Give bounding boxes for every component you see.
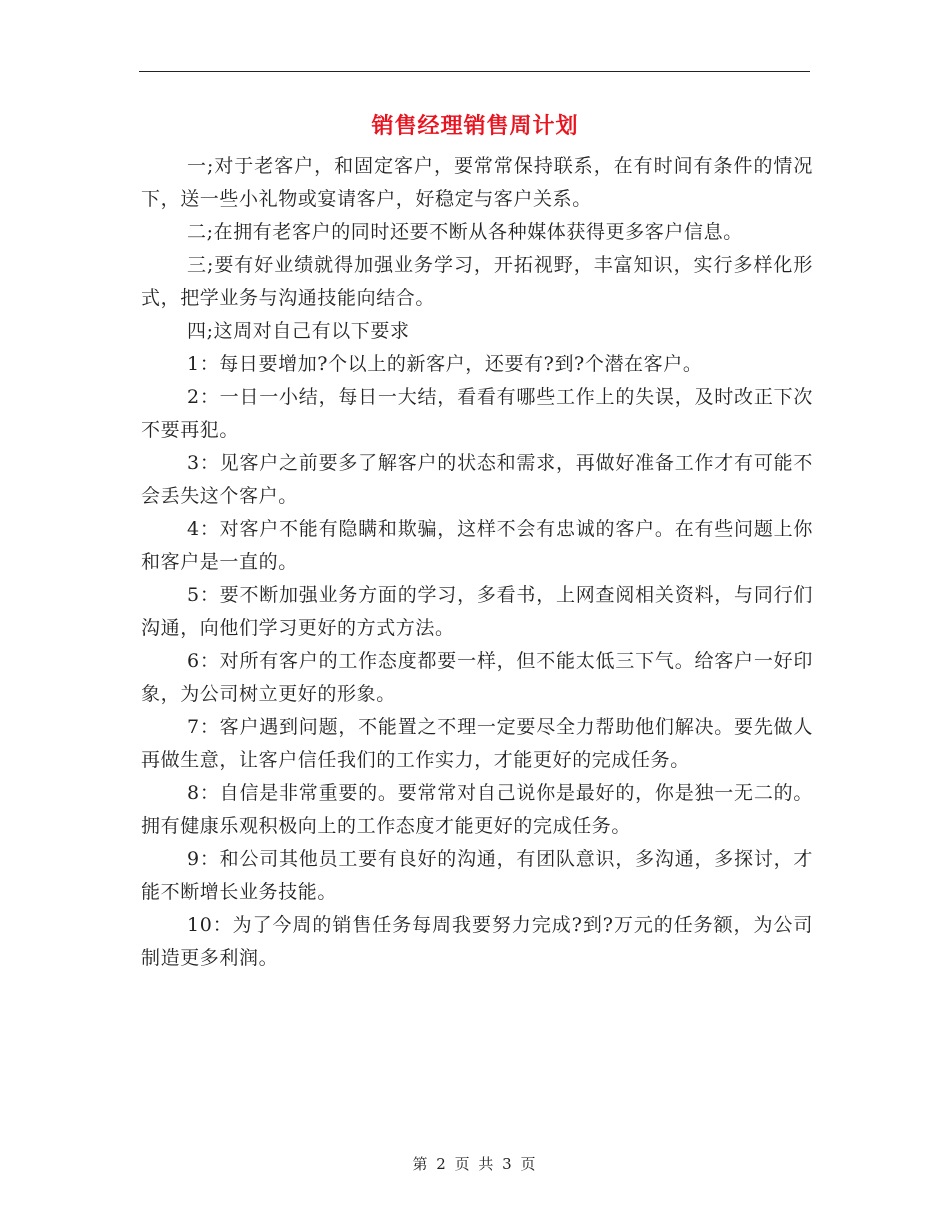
list-item: 9：和公司其他员工要有良好的沟通，有团队意识，多沟通，多探讨，才能不断增长业务技能。	[141, 848, 813, 903]
paragraph: 四;这周对自己有以下要求	[187, 320, 410, 342]
paragraph: 二;在拥有老客户的同时还要不断从各种媒体获得更多客户信息。	[187, 221, 743, 243]
list-item: 10：为了今周的销售任务每周我要努力完成?到?万元的任务额，为公司制造更多利润。	[141, 914, 813, 969]
list-item: 1：每日要增加?个以上的新客户，还要有?到?个潜在客户。	[187, 353, 703, 375]
page-number: 第 2 页 共 3 页	[412, 1155, 538, 1173]
document-title: 销售经理销售周计划	[371, 113, 579, 139]
paragraph: 一;对于老客户，和固定客户，要常常保持联系，在有时间有条件的情况下，送一些小礼物或宴请客户，好稳定与客户关系。	[141, 155, 813, 210]
list-item: 8：自信是非常重要的。要常常对自己说你是最好的，你是独一无二的。拥有健康乐观积极向上的工作态度才能更好的完成任务。	[141, 782, 813, 837]
list-item: 7：客户遇到问题，不能置之不理一定要尽全力帮助他们解决。要先做人再做生意，让客户信任我们的工作实力，才能更好的完成任务。	[141, 716, 813, 771]
list-item: 4：对客户不能有隐瞒和欺骗，这样不会有忠诚的客户。在有些问题上你和客户是一直的。	[141, 518, 813, 573]
header-rule	[139, 71, 810, 72]
paragraph: 三;要有好业绩就得加强业务学习，开拓视野，丰富知识，实行多样化形式，把学业务与沟通技能向结合。	[141, 254, 813, 309]
list-item: 3：见客户之前要多了解客户的状态和需求，再做好准备工作才有可能不会丢失这个客户。	[141, 452, 813, 507]
list-item: 6：对所有客户的工作态度都要一样，但不能太低三下气。给客户一好印象，为公司树立更好的形象。	[141, 650, 813, 705]
list-item: 5：要不断加强业务方面的学习，多看书，上网查阅相关资料，与同行们沟通，向他们学习更好的方式方法。	[141, 584, 813, 639]
document-body	[141, 150, 813, 975]
list-item: 2：一日一小结，每日一大结，看看有哪些工作上的失误，及时改正下次不要再犯。	[141, 386, 813, 441]
